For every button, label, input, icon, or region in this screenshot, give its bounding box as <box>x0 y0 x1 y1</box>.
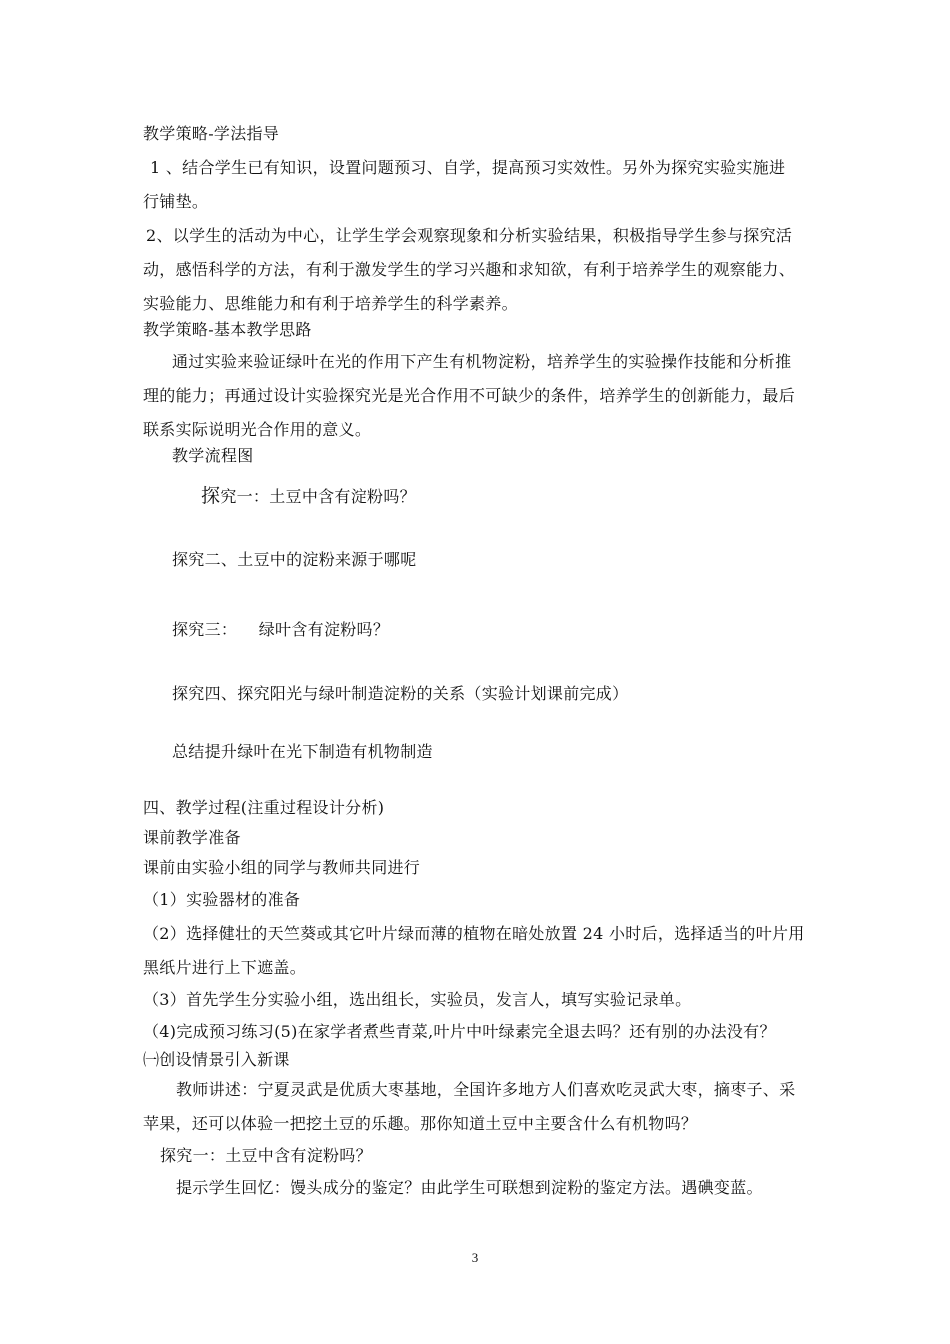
flow-step-1 <box>201 486 416 507</box>
prep-heading: 课前教学准备 <box>143 828 241 847</box>
prep-intro: 课前由实验小组的同学与教师共同进行 <box>143 858 421 877</box>
intro-heading: ㈠创设情景引入新课 <box>143 1050 290 1069</box>
teaching-idea-line-2: 理的能力；再通过设计实验探究光是光合作用不可缺少的条件，培养学生的创新能力，最后 <box>143 386 796 405</box>
teaching-idea-line-1: 通过实验来验证绿叶在光的作用下产生有机物淀粉，培养学生的实验操作技能和分析推 <box>172 352 792 371</box>
hint-line: 提示学生回忆：馒头成分的鉴定？由此学生可联想到淀粉的鉴定方法。遇碘变蓝。 <box>176 1178 763 1197</box>
flow-step-4: 探究四、探究阳光与绿叶制造淀粉的关系（实验计划课前完成） <box>172 684 629 703</box>
teaching-idea-line-3: 联系实际说明光合作用的意义。 <box>143 420 372 439</box>
study-item-1-line-2: 行铺垫。 <box>143 192 209 211</box>
teacher-narration-line-2: 苹果，还可以体验一把挖土豆的乐趣。那你知道土豆中主要含什么有机物吗？ <box>143 1114 698 1133</box>
flowchart-heading: 教学流程图 <box>172 446 254 465</box>
flow-step-3: 探究三： 绿叶含有淀粉吗？ <box>172 620 390 639</box>
section-4-heading: 四、教学过程(注重过程设计分析) <box>143 798 385 817</box>
study-item-1-line-1: 1 、结合学生已有知识，设置问题预习、自学，提高预习实效性。另外为探究实验实施进 <box>150 158 786 177</box>
prep-item-2-line-1: （2）选择健壮的天竺葵或其它叶片绿而薄的植物在暗处放置 24 小时后，选择适当的叶片用 <box>143 924 805 943</box>
teacher-narration-line-1: 教师讲述：宁夏灵武是优质大枣基地，全国许多地方人们喜欢吃灵武大枣，摘枣子、采 <box>176 1080 796 1099</box>
strategy-heading-teaching-idea: 教学策略-基本教学思路 <box>143 320 312 339</box>
strategy-heading-study-method: 教学策略-学法指导 <box>143 124 280 143</box>
flow-step-1-prefix: 探 <box>201 485 221 507</box>
flow-step-1-rest: 究一：土豆中含有淀粉吗？ <box>220 487 416 506</box>
study-item-2-line-1: 2、以学生的活动为中心，让学生学会观察现象和分析实验结果，积极指导学生参与探究活 <box>146 226 793 245</box>
explore-1-heading: 探究一：土豆中含有淀粉吗？ <box>160 1146 372 1165</box>
study-item-2-line-2: 动，感悟科学的方法，有利于激发学生的学习兴趣和求知欲，有利于培养学生的观察能力、 <box>143 260 796 279</box>
prep-item-1: （1）实验器材的准备 <box>143 890 301 909</box>
prep-item-4: （4)完成预习练习(5)在家学者煮些青菜,叶片中叶绿素完全退去吗？还有别的办法没有？ <box>143 1022 776 1041</box>
prep-item-2-line-2: 黑纸片进行上下遮盖。 <box>143 958 307 977</box>
flow-step-5: 总结提升绿叶在光下制造有机物制造 <box>172 742 433 761</box>
prep-item-3: （3）首先学生分实验小组，选出组长，实验员，发言人，填写实验记录单。 <box>143 990 692 1009</box>
study-item-2-line-3: 实验能力、思维能力和有利于培养学生的科学素养。 <box>143 294 518 313</box>
page-number: 3 <box>471 1250 479 1265</box>
flow-step-2: 探究二、土豆中的淀粉来源于哪呢 <box>172 550 417 569</box>
